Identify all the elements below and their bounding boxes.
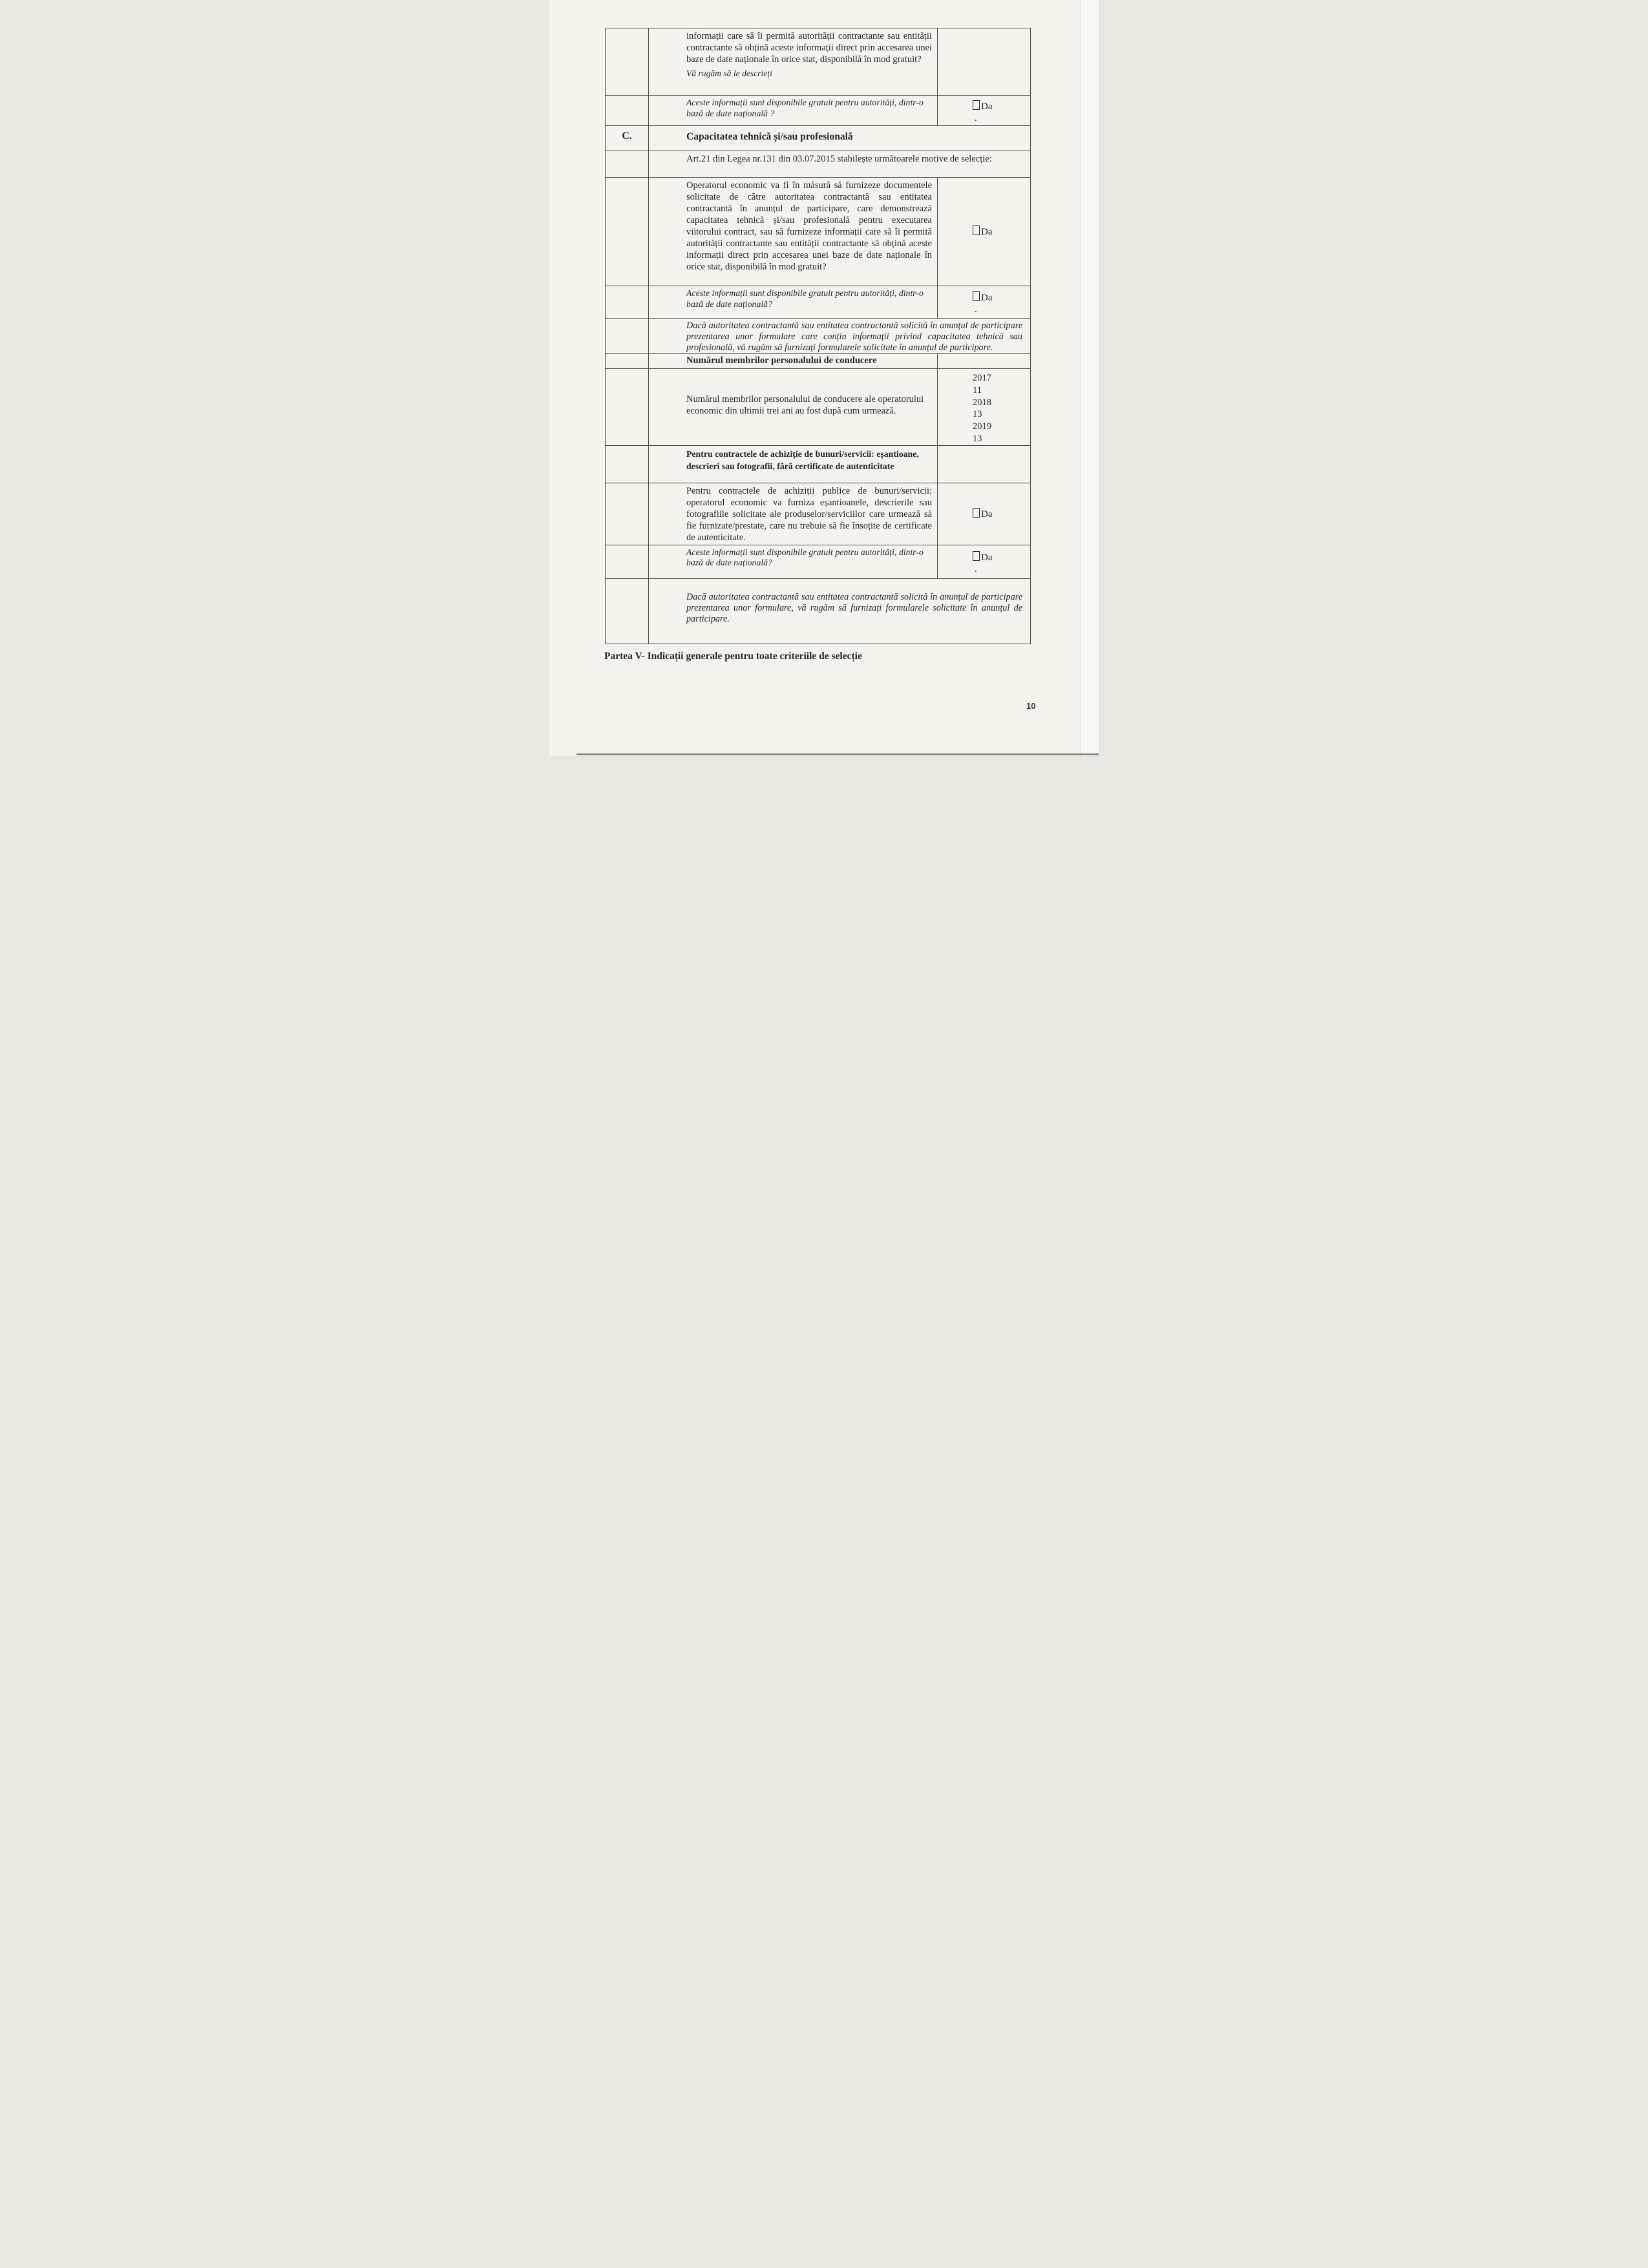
checkbox-icon[interactable] xyxy=(973,508,980,518)
row-pentru-contractele xyxy=(606,483,1031,545)
question-text: Numărul membrilor personalului de conducere ale operatorului economic din ultimii trei ani au fost după cum urmează. xyxy=(686,394,924,416)
row-aceste-informatii-1 xyxy=(606,96,1031,126)
row-label-cell xyxy=(606,483,649,545)
question-text: Aceste informații sunt disponibile gratuit pentru autorități, dintr-o bază de date națională? xyxy=(686,547,924,568)
question-note: Vă rugăm să le descrieți xyxy=(686,68,772,78)
checkbox-label: Da xyxy=(981,509,993,520)
management-staff-years xyxy=(938,369,1030,445)
answer-cell xyxy=(938,286,1031,319)
row-art-21 xyxy=(606,151,1031,178)
part-v-heading: Partea V- Indicații generale pentru toate criteriile de selecție xyxy=(604,651,862,662)
paper-bottom-edge xyxy=(576,753,1099,755)
row-label-cell xyxy=(606,354,649,369)
count-value: 13 xyxy=(973,409,982,420)
scanned-document-page xyxy=(549,0,1099,756)
row-info-direct-question xyxy=(606,28,1031,96)
scan-dot-artifact: . xyxy=(975,563,977,574)
answer-cell xyxy=(938,545,1031,578)
section-title: Capacitatea tehnică și/sau profesională xyxy=(649,126,1031,151)
selection-criteria-table xyxy=(605,28,1031,644)
row-operatorul-economic xyxy=(606,178,1031,286)
question-text: Pentru contractele de achiziții publice de bunuri/servicii: operatorul economic va furniza eșantioanele, descrierile sau fotografiile solicitate ale produselor/serviciilor care urmează să fie furnizate/prestate, care nu trebuie să fie însoțite de certificate de autenticitate. xyxy=(686,485,932,543)
answer-cell-empty xyxy=(938,445,1031,483)
row-numarul-membrilor xyxy=(606,369,1031,446)
row-section-c xyxy=(606,126,1031,151)
row-label-cell xyxy=(606,96,649,126)
legal-reference-text: Art.21 din Legea nr.131 din 03.07.2015 stabilește următoarele motive de selecție: xyxy=(686,154,992,164)
row-label-cell xyxy=(606,369,649,446)
row-daca-formulare-tehnica xyxy=(606,319,1031,354)
checkbox-icon[interactable] xyxy=(973,551,980,561)
checkbox-icon[interactable] xyxy=(973,226,980,235)
row-label-cell xyxy=(606,178,649,286)
row-aceste-informatii-2 xyxy=(606,286,1031,319)
row-aceste-informatii-3 xyxy=(606,545,1031,578)
checkbox-icon[interactable] xyxy=(973,291,980,301)
count-value: 11 xyxy=(973,384,982,395)
paper-right-edge xyxy=(1081,0,1099,756)
count-value: 13 xyxy=(973,433,982,444)
page-number: 10 xyxy=(1026,701,1036,711)
answer-cell xyxy=(938,483,1031,545)
row-numarul-membrilor-header xyxy=(606,354,1031,369)
checkbox-label: Da xyxy=(981,101,993,112)
instruction-text: Dacă autoritatea contractantă sau entitatea contractantă solicită în anunțul de participare prezentarea unor formulare care conțin informații privind capacitatea tehnică sau profesională, vă rugăm să furnizați formularele solicitate în anunțul de participare. xyxy=(686,320,1022,353)
scan-dot-artifact: . xyxy=(975,304,977,315)
answer-cell-empty xyxy=(938,28,1031,96)
row-label-cell xyxy=(606,545,649,578)
subsection-title: Numărul membrilor personalului de conducere xyxy=(649,354,938,369)
row-label-cell xyxy=(606,28,649,96)
row-pentru-contractele-header xyxy=(606,445,1031,483)
year-value: 2018 xyxy=(973,397,991,408)
subsection-title: Pentru contractele de achiziție de bunuri/servicii: eșantioane, descrieri sau fotografii, fără certificate de autenticitate xyxy=(649,445,938,483)
row-label-cell xyxy=(606,151,649,178)
answer-cell xyxy=(938,178,1031,286)
row-label-cell xyxy=(606,286,649,319)
row-label-cell xyxy=(606,319,649,354)
checkbox-icon[interactable] xyxy=(973,100,980,110)
year-value: 2017 xyxy=(973,373,991,383)
row-daca-formulare xyxy=(606,578,1031,644)
scan-dot-artifact: . xyxy=(975,112,977,123)
question-text: informații care să îi permită autorității contractante sau entității contractante să obțină aceste informații direct prin accesarea unei baze de date naționale în orice stat, disponibilă în mod gratuit? xyxy=(686,31,932,65)
checkbox-label: Da xyxy=(981,293,993,303)
row-label-cell xyxy=(606,578,649,644)
year-value: 2019 xyxy=(973,421,991,432)
instruction-text: Dacă autoritatea contractantă sau entitatea contractantă solicită în anunțul de participare prezentarea unor formulare, vă rugăm să furnizați formularele solicitate în anunțul de participare. xyxy=(686,591,1022,624)
question-text: Aceste informații sunt disponibile gratuit pentru autorități, dintr-o bază de date națională? xyxy=(686,288,924,309)
checkbox-label: Da xyxy=(981,552,993,563)
answer-cell-empty xyxy=(938,354,1031,369)
question-text: Operatorul economic va fi în măsură să furnizeze documentele solicitate de către autoritatea contractantă sau entitatea contractantă în anunțul de participare, care demonstrează capacitatea tehnică și/sau profesională pentru executarea viitorului contract, sau să furnizeze informații care să îi permită autorității contractante sau entității contractante să obțină aceste informații direct prin accesarea unei baze de date naționale în orice stat, disponibilă în mod gratuit? xyxy=(686,180,932,272)
checkbox-label: Da xyxy=(981,227,993,237)
section-letter: C. xyxy=(606,126,649,151)
answer-cell xyxy=(938,96,1031,126)
row-label-cell xyxy=(606,445,649,483)
question-text: Aceste informații sunt disponibile gratuit pentru autorități, dintr-o bază de date națională ? xyxy=(686,98,924,118)
